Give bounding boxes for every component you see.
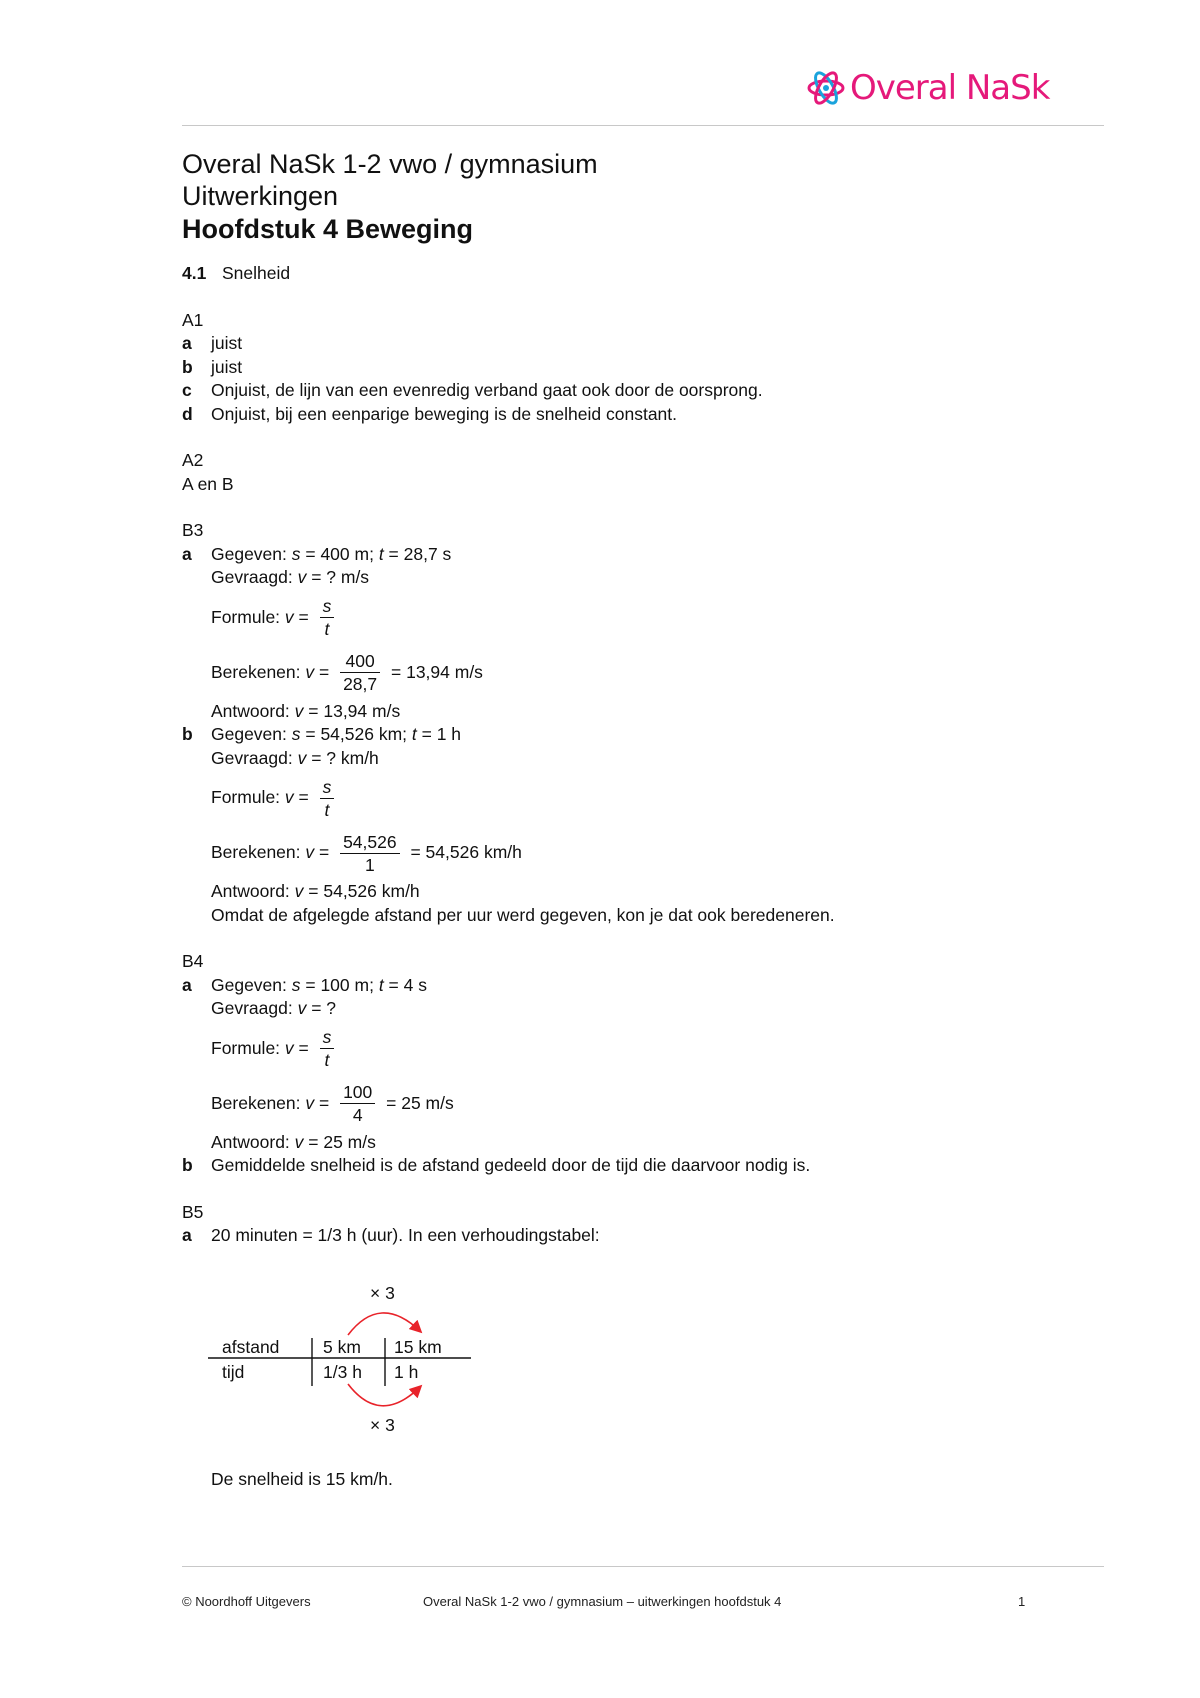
arrow-top: [348, 1313, 420, 1335]
antwoord-line: Antwoord: v = 25 m/s: [211, 1131, 376, 1152]
gegeven-line: a Gegeven: s = 400 m; t = 28,7 s: [182, 543, 1082, 567]
item-label: b: [182, 356, 193, 377]
footer-copyright: © Noordhoff Uitgevers: [182, 1594, 311, 1609]
document-body: [182, 262, 1082, 1248]
antwoord-line: Antwoord: v = 54,526 km/h: [211, 881, 420, 901]
fraction: $\frac{s}{t}$: [320, 595, 335, 640]
table-cell: 15 km: [394, 1337, 442, 1357]
gevraagd-line: Gevraagd: v = ?: [211, 998, 337, 1018]
atom-logo-icon: [806, 68, 846, 108]
question-heading-b3: B3: [182, 520, 204, 540]
question-heading-a1: A1: [182, 309, 204, 330]
gevraagd-line: Gevraagd: v = ? m/s: [211, 567, 370, 587]
item-label: c: [182, 380, 192, 400]
question-heading-b4: B4: [182, 951, 204, 971]
arrow-bottom: [348, 1384, 420, 1406]
item-label: b: [182, 1155, 193, 1175]
berekenen-line: Berekenen: v = $\frac{400}{28,7}$ = 13,94 m/s: [211, 651, 483, 695]
document-subtitle: Uitwerkingen: [182, 181, 339, 211]
footer-divider: [182, 1566, 1104, 1567]
item-text: Gemiddelde snelheid is de afstand gedeeld door de tijd die daarvoor nodig is.: [211, 1155, 811, 1175]
table-cell: 5 km: [323, 1337, 361, 1357]
table-cell: 1 h: [394, 1362, 419, 1382]
logo: [806, 66, 1049, 110]
item-text: juist: [211, 356, 243, 377]
item-text: 20 minuten = 1/3 h (uur). In een verhoudingstabel:: [211, 1225, 600, 1245]
fraction: $\frac{100}{4}$: [340, 1081, 375, 1126]
gegeven-line: a Gegeven: s = 100 m; t = 4 s: [182, 974, 1082, 998]
antwoord-line: Antwoord: v = 13,94 m/s: [211, 700, 401, 721]
header-divider: [182, 125, 1104, 126]
question-heading-a2: A2: [182, 450, 204, 470]
section-heading: [182, 262, 1082, 286]
answer-item: [182, 379, 1082, 403]
table-cell-tijd: tijd: [222, 1362, 245, 1382]
section-number: 4.1: [182, 263, 207, 283]
table-cell: 1/3 h: [323, 1362, 362, 1382]
fraction: $\frac{400}{28,7}$: [340, 650, 380, 695]
item-text: Onjuist, de lijn van een evenredig verband gaat ook door de oorsprong.: [211, 380, 763, 400]
answer-item: [182, 1154, 1082, 1178]
ratio-table: [208, 1283, 488, 1453]
answer-item: [182, 403, 1082, 427]
item-label: b: [182, 724, 193, 744]
item-label: a: [182, 1225, 192, 1245]
berekenen-line: Berekenen: v = $\frac{100}{4}$ = 25 m/s: [211, 1082, 454, 1126]
footer-title: Overal NaSk 1-2 vwo / gymnasium – uitwerkingen hoofdstuk 4: [423, 1594, 782, 1609]
formule-line: Formule: v = $\frac{s}{t}$: [182, 770, 1082, 824]
gevraagd-line: Gevraagd: v = ? km/h: [211, 747, 379, 768]
multiplier-bottom: × 3: [370, 1415, 395, 1435]
table-cell-afstand: afstand: [222, 1337, 280, 1357]
page-number: 1: [1018, 1594, 1026, 1609]
fraction: $\frac{s}{t}$: [320, 776, 335, 821]
fraction: $\frac{54,526}{1}$: [340, 831, 400, 876]
conclusion-text: De snelheid is 15 km/h.: [211, 1469, 393, 1489]
item-label: a: [182, 543, 192, 564]
answer-item: [182, 356, 1082, 380]
gegeven-line: b Gegeven: s = 54,526 km; t = 1 h: [182, 723, 1082, 747]
title-block: [182, 148, 598, 246]
multiplier-top: × 3: [370, 1283, 395, 1303]
section-title: Snelheid: [222, 263, 291, 283]
question-heading-b5: B5: [182, 1201, 204, 1222]
extra-explanation: Omdat de afgelegde afstand per uur werd gegeven, kon je dat ook beredeneren.: [211, 904, 835, 925]
chapter-title: Hoofdstuk 4 Beweging: [182, 214, 474, 244]
formule-line: Formule: v = $\frac{s}{t}$: [182, 1021, 1082, 1075]
answer-item: [182, 1224, 1082, 1248]
item-label: a: [182, 974, 192, 995]
formule-line: Formule: v = $\frac{s}{t}$: [182, 590, 1082, 644]
answer-item: [182, 332, 1082, 356]
document-title: Overal NaSk 1-2 vwo / gymnasium: [182, 149, 598, 179]
fraction: $\frac{s}{t}$: [320, 1026, 335, 1071]
answer-text: A en B: [182, 473, 234, 494]
item-text: Onjuist, bij een eenparige beweging is de snelheid constant.: [211, 403, 678, 424]
logo-text: Overal NaSk: [850, 68, 1050, 108]
berekenen-line: Berekenen: v = $\frac{54,526}{1}$ = 54,526 km/h: [211, 831, 522, 875]
item-text: juist: [211, 333, 243, 353]
item-label: d: [182, 403, 193, 424]
item-label: a: [182, 333, 192, 353]
